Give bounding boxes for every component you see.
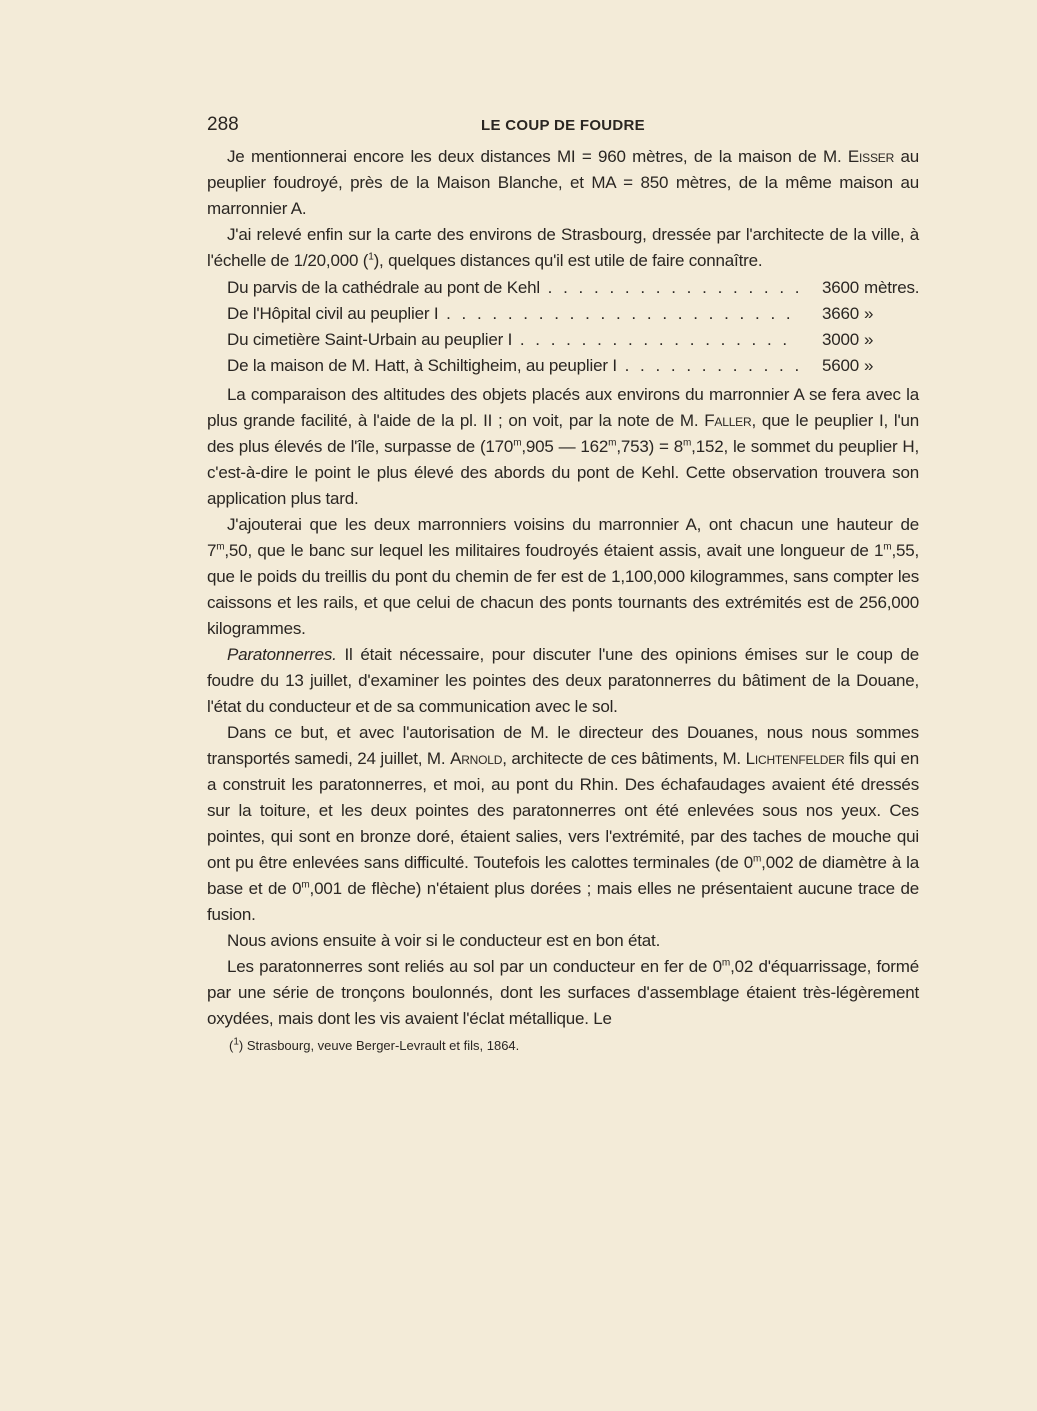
paragraph-5: Paratonnerres. Il était nécessaire, pour discuter l'une des opinions émises sur le coup de foudre du 13 juillet, d'examiner les pointes des deux paratonnerres du bâtiment de la Douane, l'état du conducteur et de sa communication avec le sol. xyxy=(207,645,919,716)
paragraph-4: J'ajouterai que les deux marronniers voisins du marronnier A, ont chacun une hauteur de 7$^m$,50, que le banc sur lequel les militaires foudroyés étaient assis, avait une longueur de 1$^m$,55, que le poids du treillis du pont du chemin de fer est de 1,100,000 kilogrammes, sans compter les caissons et les rails, et que celui de chacun des ponts tournants des extrémités est de 256,000 kilogrammes. xyxy=(207,515,919,638)
running-title: LE COUP DE FOUDRE xyxy=(480,117,645,134)
distance-row: Du parvis de la cathédrale au pont de Kehl . . . 3600 mètres. xyxy=(207,275,919,301)
paragraph-2: J'ai relevé enfin sur la carte des environs de Strasbourg, dressée par l'architecte de la ville, à l'échelle de 1/20,000 ($^1$), quelques distances qu'il est utile de faire connaître. xyxy=(207,225,919,270)
paragraph-1: Je mentionnerai encore les deux distances MI = 960 mètres, de la maison de M. Eisser au peuplier foudroyé, près de la Maison Blanche, et MA = 850 mètres, de la même maison au marronnier A. xyxy=(207,147,919,218)
distance-row: De l'Hôpital civil au peuplier I . . . 3660 » xyxy=(207,301,919,327)
book-page xyxy=(207,114,919,1053)
body-text xyxy=(207,144,919,1032)
distance-table xyxy=(207,275,919,379)
footnote: ($^1$) Strasbourg, veuve Berger-Levrault et fils, 1864. xyxy=(229,1036,520,1053)
paragraph-7: Nous avions ensuite à voir si le conducteur est en bon état. xyxy=(227,931,661,950)
paragraph-6: Dans ce but, et avec l'autorisation de M. le directeur des Douanes, nous nous sommes transportés samedi, 24 juillet, M. Arnold, architecte de ces bâtiments, M. Lichtenfelder fils qui en a construit les paratonnerres, et moi, au pont du Rhin. Des échafaudages avaient été dressés sur la toiture, et les deux pointes des paratonnerres ont été enlevées sous nos yeux. Ces pointes, qui sont en bronze doré, étaient salies, vers l'extrémité, par des taches de mouche qui ont pu être enlevées sans difficulté. Toutefois les calottes terminales (de 0$^m$,002 de diamètre à la base et de 0$^m$,001 de flèche) n'étaient plus dorées ; mais elles ne présentaient aucune trace de fusion. xyxy=(207,723,920,924)
page-header xyxy=(207,114,919,144)
distance-row: De la maison de M. Hatt, à Schiltigheim, au peuplier I . . . 5600 » xyxy=(207,353,919,379)
distance-row: Du cimetière Saint-Urbain au peuplier I . . . 3000 » xyxy=(207,327,919,353)
paragraph-8: Les paratonnerres sont reliés au sol par un conducteur en fer de 0$^m$,02 d'équarrissage, formé par une série de tronçons boulonnés, dont les surfaces d'assemblage étaient très-légèrement oxydées, mais dont les vis avaient l'éclat métallique. Le xyxy=(207,957,919,1028)
paragraph-3: La comparaison des altitudes des objets placés aux environs du marronnier A se fera avec la plus grande facilité, à l'aide de la pl. II ; on voit, par la note de M. Faller, que le peuplier I, l'un des plus élevés de l'île, surpasse de (170$^m$,905 — $162^m,753) = 8^m,152$, le sommet du peuplier H, c'est-à-dire le point le plus élevé des abords du pont de Kehl. Cette observation trouvera son application plus tard. xyxy=(207,385,920,508)
page-number: 288 xyxy=(207,114,239,135)
